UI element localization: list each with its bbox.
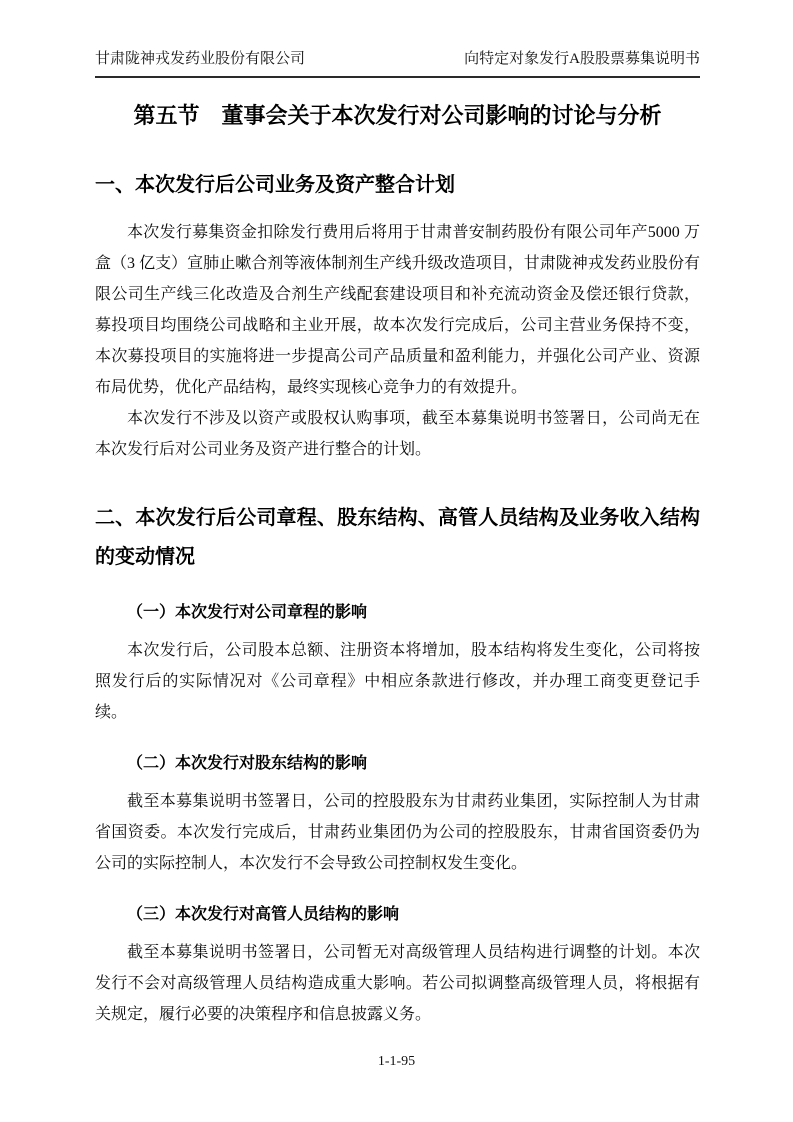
paragraph-fund-use: 本次发行募集资金扣除发行费用后将用于甘肃普安制药股份有限公司年产5000 万盒（3 亿支）宣肺止嗽合剂等液体制剂生产线升级改造项目，甘肃陇神戎发药业股份有限公司生产线三化改造及合剂生产线配套建设项目和补充流动资金及偿还银行贷款，募投项目均围绕公司战略和主业开展，故本次发行完成后，公司主营业务保持不变，本次募投项目的实施将进一步提高公司产品质量和盈利能力，并强化公司产业、资源布局优势，优化产品结构，最终实现核心竞争力的有效提升。 (95, 224, 700, 396)
section-heading-structure-changes: 二、本次发行后公司章程、股东结构、高管人员结构及业务收入结构的变动情况 (95, 507, 700, 568)
subsection-heading-articles-impact: （一）本次发行对公司章程的影响 (127, 604, 368, 621)
paragraph-no-integration-plan: 本次发行不涉及以资产或股权认购事项，截至本募集说明书签署日，公司尚无在本次发行后对公司业务及资产进行整合的计划。 (95, 410, 700, 458)
page-header (95, 48, 700, 78)
paragraph-executive-impact: 截至本募集说明书签署日，公司暂无对高级管理人员结构进行调整的计划。本次发行不会对高级管理人员结构造成重大影响。若公司拟调整高级管理人员，将根据有关规定，履行必要的决策程序和信息披露义务。 (95, 944, 700, 1023)
page-number: 1-1-95 (377, 1054, 416, 1069)
page-footer (0, 1054, 793, 1070)
subsection-heading-executive-impact: （三）本次发行对高管人员结构的影响 (127, 906, 400, 923)
header-company-name: 甘肃陇神戎发药业股份有限公司 (95, 51, 306, 67)
section-heading-business-asset-plan: 一、本次发行后公司业务及资产整合计划 (95, 174, 455, 196)
subsection-heading-shareholder-impact: （二）本次发行对股东结构的影响 (127, 755, 368, 772)
paragraph-shareholder-impact: 截至本募集说明书签署日，公司的控股股东为甘肃药业集团，实际控制人为甘肃省国资委。本次发行完成后，甘肃药业集团仍为公司的控股股东，甘肃省国资委仍为公司的实际控制人，本次发行不会导致公司控制权发生变化。 (95, 793, 700, 872)
chapter-title: 第五节 董事会关于本次发行对公司影响的讨论与分析 (133, 103, 662, 128)
paragraph-articles-impact: 本次发行后，公司股本总额、注册资本将增加，股本结构将发生变化，公司将按照发行后的实际情况对《公司章程》中相应条款进行修改，并办理工商变更登记手续。 (95, 642, 700, 721)
header-document-title: 向特定对象发行A股股票募集说明书 (464, 51, 700, 67)
